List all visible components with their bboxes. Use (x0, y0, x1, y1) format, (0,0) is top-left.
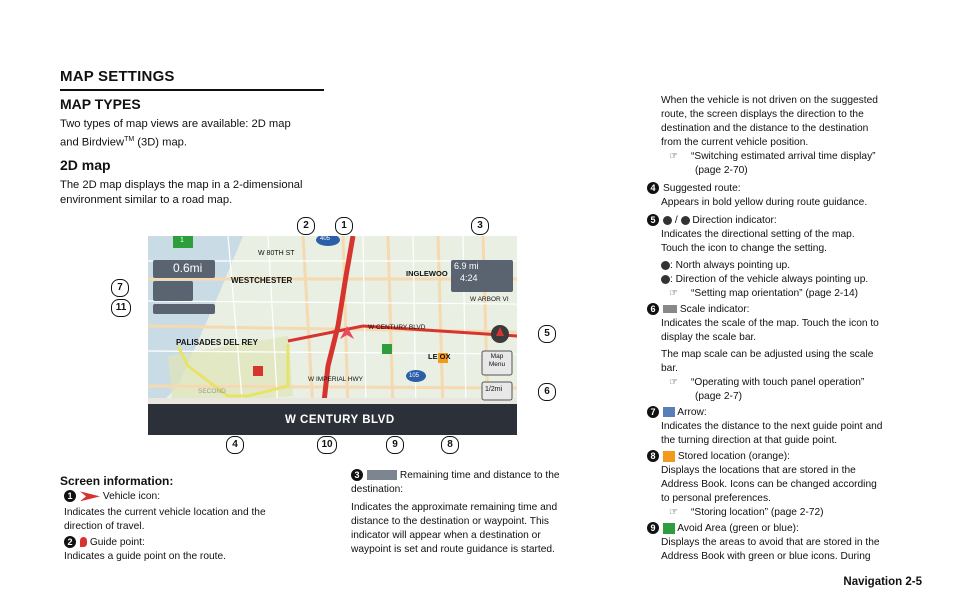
subsection-heading: MAP TYPES (60, 96, 141, 112)
vehicle-icon (80, 491, 100, 501)
item-5-north: : North always pointing up. (670, 260, 791, 271)
map-label-w80th: W 80TH ST (258, 250, 295, 257)
ref-touch (661, 376, 911, 404)
item-5-title: Direction indicator: (692, 215, 777, 226)
arrow-distance: 0.6mi (173, 261, 203, 275)
current-street-label: W CENTURY BLVD (285, 414, 395, 426)
item-2-number: 2 (64, 536, 76, 548)
item-2-title: Guide point: (89, 537, 145, 548)
reference-hand-icon: ☞ (669, 288, 679, 299)
item-1-desc-2: direction of travel. (64, 521, 145, 532)
item-1-title: Vehicle icon: (102, 491, 161, 502)
road-405: 405 (320, 236, 331, 242)
item-3-desc-4: waypoint is set and route guidance is started. (351, 544, 555, 555)
reference-hand-icon: ☞ (669, 151, 679, 162)
item-2 (64, 536, 334, 564)
map-menu-line-1: Map (490, 353, 504, 360)
map-label-w-century: W CENTURY BLVD (368, 324, 426, 331)
map-label-lennox: LE OX (428, 352, 451, 361)
item-3-desc-2: distance to the destination or waypoint. This (351, 516, 550, 527)
map2d-heading: 2D map (60, 157, 111, 173)
callout-2: 2 (297, 217, 315, 235)
item-8-desc-2: Address Book. Icons can be changed according (661, 479, 877, 490)
callout-9: 9 (386, 436, 404, 454)
callout-5: 5 (538, 325, 556, 343)
item-5-number: 5 (647, 214, 659, 226)
reference-hand-icon: ☞ (669, 507, 679, 518)
map2d-text (60, 178, 328, 208)
remaining-distance-value: 6.9 (454, 261, 467, 271)
item-2-desc-1: Indicates a guide point on the route. (64, 551, 226, 562)
ref-storing (661, 506, 911, 520)
item-7-desc-2: the turning direction at that guide point. (661, 435, 838, 446)
section-rule (60, 89, 324, 91)
item-7-desc-1: Indicates the distance to the next guide point and (661, 421, 883, 432)
right-column: When the vehicle is not driven on the suggested route, the screen displays the direction to the destination and the distance to the destination from the current vehicle position. ☞ “Switching estimated arrival time display” (page 2-70) 4 Suggested route: Appears in bold yellow during route guidance. 5 / Direction indicator: Indicates the directional setting of the map. Touch the icon to change the setting. : North always pointing up. : Direction of the vehicle always pointing up. ☞ “Setting map orientation” (page 2-14) 6 Scale indicator: Indicates the scale of the map. Touch the icon to display the scale bar. The map scale can be adjusted using the scale bar. ☞ “Operating with touch panel operation” (page 2-7) 7 Arrow: Indicates the distance to the next guide point and the turning direction at that guide point. 8 Stored location (orange): Displays the locations that are stored in the Address Book. Icons can be changed according to personal preferences. ☞ “Storing location” (page 2-72) 9 Avoid Area (green or blue): Displays the areas to avoid that are stored in the Address Book with green or blue icons. During (661, 94, 911, 564)
intro-post: (3D) map. (134, 136, 188, 149)
item-6-title: Scale indicator: (679, 304, 750, 315)
item-9-desc-1: Displays the areas to avoid that are stored in the (661, 537, 880, 548)
item-6-desc-2: display the scale bar. (661, 332, 757, 343)
item-7-title: Arrow: (677, 407, 707, 418)
ref-storing-text: “Storing location” (page 2-72) (691, 507, 824, 518)
callout-11: 11 (111, 299, 131, 317)
item-3-title-a: Remaining time and distance to the (399, 470, 560, 481)
map2d-line-1: The 2D map displays the map in a 2-dimensional (60, 179, 303, 191)
intro-line-2 (60, 132, 328, 151)
item-1-desc-1: Indicates the current vehicle location and the (64, 507, 266, 518)
ref-touch-page: (page 2-7) (695, 391, 743, 402)
guide-point-icon (80, 537, 87, 547)
item-4-number: 4 (647, 182, 659, 194)
callout-4: 4 (226, 436, 244, 454)
item-8-desc-1: Displays the locations that are stored in the (661, 465, 856, 476)
item-6-desc-1: Indicates the scale of the map. Touch the icon to (661, 318, 879, 329)
heading-up-icon-2 (661, 275, 670, 284)
north-up-icon (663, 216, 672, 225)
section-heading: MAP SETTINGS (60, 68, 175, 85)
item-9-number: 9 (647, 522, 659, 534)
remaining-time: 4:24 (460, 273, 478, 283)
item-1-number: 1 (64, 490, 76, 502)
callout-6: 6 (538, 383, 556, 401)
callout-7: 7 (111, 279, 129, 297)
map-label-w-imperial: W IMPERIAL HWY (308, 376, 364, 383)
arrow-icon (663, 407, 675, 417)
item-6-desc-4: bar. (661, 363, 678, 374)
cont-line-3: destination and the distance to the destination (661, 123, 869, 134)
item-6-number: 6 (647, 303, 659, 315)
item-3 (351, 469, 619, 557)
ref-switch-text: “Switching estimated arrival time display” (691, 151, 876, 162)
page-footer: Navigation 2-5 (843, 576, 922, 588)
road-1: 1 (180, 237, 184, 244)
map-label-w-arbor: W ARBOR VI (470, 296, 509, 303)
callout-1: 1 (335, 217, 353, 235)
map-label-second: SECOND (198, 388, 226, 395)
scale-indicator[interactable]: 1/2mi (485, 386, 503, 393)
north-up-icon-2 (661, 261, 670, 270)
intro-pre: and Birdview (60, 136, 125, 149)
item-3-number: 3 (351, 469, 363, 481)
item-6-desc-3: The map scale can be adjusted using the scale (661, 349, 874, 360)
item-9-desc-2: Address Book with green or blue icons. During (661, 551, 871, 562)
stored-location-icon (663, 451, 675, 462)
screen-info-heading: Screen information: (60, 474, 174, 488)
remaining-distance (454, 261, 479, 271)
intro-line-1: Two types of map views are available: 2D map (60, 118, 291, 130)
item-8-title: Stored location (orange): (677, 451, 790, 462)
tm-mark: TM (124, 136, 135, 143)
map-label-inglewood: INGLEWOO (406, 269, 448, 278)
item-3-desc-1: Indicates the approximate remaining time and (351, 502, 558, 513)
callout-3: 3 (471, 217, 489, 235)
item-4-desc: Appears in bold yellow during route guidance. (661, 197, 868, 208)
reference-hand-icon: ☞ (669, 377, 679, 388)
ref-switch (661, 150, 911, 178)
map-menu-button[interactable] (484, 353, 510, 369)
road-105: 105 (409, 373, 420, 379)
intro-text (60, 117, 328, 151)
item-8-desc-3: to personal preferences. (661, 493, 771, 504)
cont-line-2: route, the screen displays the direction to the (661, 109, 864, 120)
item-7-number: 7 (647, 406, 659, 418)
avoid-area-icon (663, 523, 675, 534)
remaining-time-icon (367, 470, 397, 480)
item-3-desc-3: indicator will appear when a destination or (351, 530, 541, 541)
item-3-title-b: destination: (351, 484, 404, 495)
remaining-distance-unit: mi (469, 261, 479, 271)
cont-line-4: from the current vehicle position. (661, 137, 809, 148)
ref-touch-text: “Operating with touch panel operation” (691, 377, 865, 388)
callout-10: 10 (317, 436, 337, 454)
ref-orientation-text: “Setting map orientation” (page 2-14) (691, 288, 859, 299)
map-screenshot (148, 236, 517, 435)
item-5-heading: : Direction of the vehicle always pointing up. (670, 274, 869, 285)
map2d-line-2: environment similar to a road map. (60, 194, 233, 206)
ref-orientation (661, 287, 911, 301)
item-1 (64, 490, 334, 534)
item-5-desc-1: Indicates the directional setting of the map. (661, 229, 855, 240)
heading-up-icon (681, 216, 690, 225)
map-menu-line-2: Menu (488, 361, 506, 368)
cont-line-1: When the vehicle is not driven on the suggested (661, 95, 878, 106)
item-8-number: 8 (647, 450, 659, 462)
scale-icon (663, 305, 677, 313)
map-label-westchester: WESTCHESTER (231, 276, 293, 285)
callout-8: 8 (441, 436, 459, 454)
item-9-title: Avoid Area (green or blue): (677, 523, 799, 534)
map-label-palisades: PALISADES DEL REY (176, 338, 258, 347)
item-5-desc-2: Touch the icon to change the setting. (661, 243, 827, 254)
item-4-title: Suggested route: (663, 183, 741, 194)
ref-switch-page: (page 2-70) (695, 165, 748, 176)
